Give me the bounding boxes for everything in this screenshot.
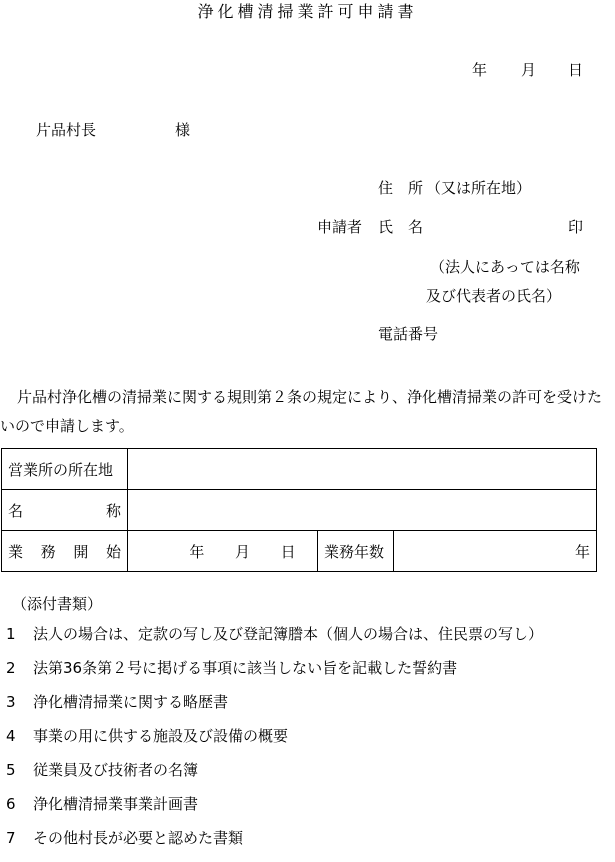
name-label: 氏 名	[378, 218, 424, 236]
corporate-note-line1: （法人にあっては名称	[430, 258, 580, 276]
list-item: 2 法第36条第２号に掲げる事項に該当しない旨を記載した誓約書	[6, 659, 458, 677]
attachments-list	[6, 624, 543, 862]
business-years-field[interactable]: 年	[394, 531, 597, 572]
table-row	[2, 531, 597, 572]
list-item: 5 従業員及び技術者の名簿	[6, 761, 199, 779]
list-item: 1 法人の場合は、定款の写し及び登記簿謄本（個人の場合は、住民票の写し）	[6, 625, 544, 643]
date-month-label: 月	[521, 61, 537, 79]
business-start-date-field[interactable]	[128, 531, 318, 572]
start-month-label: 月	[234, 542, 250, 561]
business-name-label: 名 称	[2, 490, 128, 531]
table-row	[2, 490, 597, 531]
date-year-label: 年	[472, 61, 488, 79]
phone-label: 電話番号	[378, 325, 439, 343]
corporate-note-line2: 及び代表者の氏名）	[426, 287, 562, 305]
document-title: 浄化槽清掃業許可申請書	[197, 2, 418, 21]
seal-mark: 印	[568, 218, 584, 236]
office-location-label: 営業所の所在地	[2, 449, 128, 490]
table-row	[2, 449, 597, 490]
start-year-label: 年	[189, 542, 205, 561]
list-item: 7 その他村長が必要と認めた書類	[6, 829, 244, 847]
list-item: 3 浄化槽清掃業に関する略歴書	[6, 693, 229, 711]
attachments-heading: （添付書類）	[12, 595, 103, 613]
application-statement: 片品村浄化槽の清掃業に関する規則第２条の規定により、浄化槽清掃業の許可を受けたいので申請します。	[0, 388, 603, 435]
business-name-field[interactable]	[128, 490, 597, 531]
addressee-name: 片品村長	[36, 121, 97, 139]
business-years-label: 業務年数	[318, 531, 394, 572]
start-day-label: 日	[280, 542, 296, 561]
business-start-label: 業 務 開 始	[2, 531, 128, 572]
address-label: 住 所	[378, 179, 424, 197]
list-item: 4 事業の用に供する施設及び設備の概要	[6, 727, 289, 745]
office-location-field[interactable]	[128, 449, 597, 490]
list-item: 6 浄化槽清掃業事業計画書	[6, 795, 199, 813]
address-note: （又は所在地）	[426, 179, 532, 197]
applicant-label: 申請者	[317, 218, 363, 236]
date-day-label: 日	[568, 61, 584, 79]
application-form-table	[1, 448, 597, 572]
addressee-honorific: 様	[175, 121, 191, 139]
